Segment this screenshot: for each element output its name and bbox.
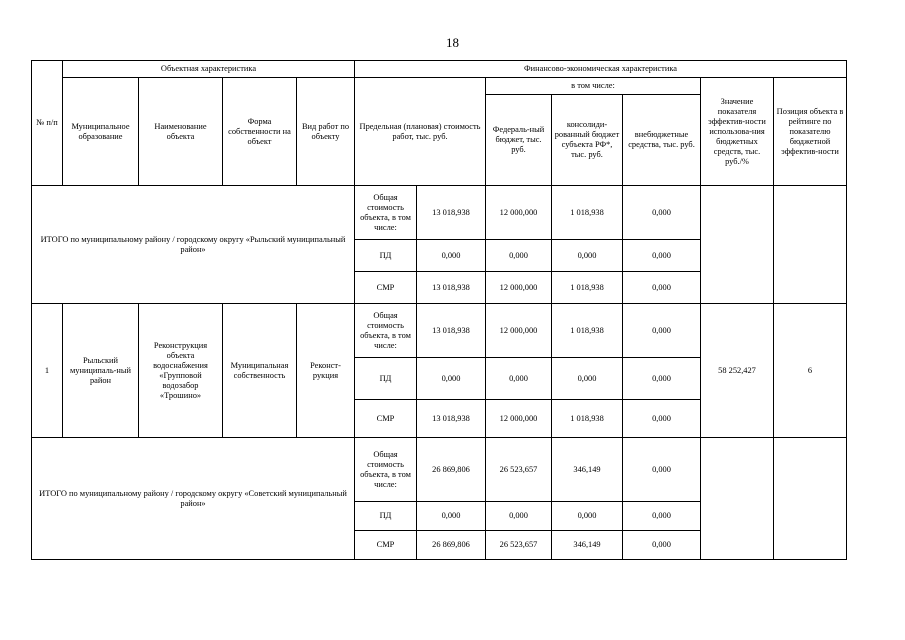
table-cell: 26 869,806 [417, 438, 486, 502]
cost-label-total: Общая стоимость объекта, в том числе: [355, 304, 417, 358]
table-cell: 0,000 [623, 272, 701, 304]
header-federal: Федераль-ный бюджет, тыс. руб. [486, 95, 552, 186]
header-object-char: Объектная характеристика [63, 61, 355, 78]
item-efficiency-value: 58 252,427 [701, 304, 774, 438]
table-cell: 0,000 [552, 358, 623, 400]
cost-label-pd: ПД [355, 502, 417, 531]
table-cell: 0,000 [623, 400, 701, 438]
table-cell: 0,000 [623, 531, 701, 560]
page-number: 18 [446, 35, 459, 50]
table-cell: 0,000 [623, 186, 701, 240]
header-consolidated: консолиди-рованный бюджет субъекта РФ*, тыс. руб. [552, 95, 623, 186]
table-cell: 12 000,000 [486, 272, 552, 304]
item-num: 1 [32, 304, 63, 438]
item-rating-position: 6 [774, 304, 847, 438]
table-cell: 0,000 [623, 240, 701, 272]
table-cell: 26 523,657 [486, 438, 552, 502]
item-work-type: Реконст-рукция [297, 304, 355, 438]
table-cell: 346,149 [552, 438, 623, 502]
cost-label-total: Общая стоимость объекта, в том числе: [355, 438, 417, 502]
header-municipality: Муниципальное образование [63, 78, 139, 186]
table-cell: 0,000 [552, 240, 623, 272]
cost-label-smr: СМР [355, 400, 417, 438]
table-cell: 13 018,938 [417, 272, 486, 304]
table-cell: 12 000,000 [486, 186, 552, 240]
header-work-type: Вид работ по объекту [297, 78, 355, 186]
item-ownership: Муниципальная собственность [223, 304, 297, 438]
table-cell: 13 018,938 [417, 186, 486, 240]
header-efficiency-value: Значение показателя эффектив-ности использова-ния бюджетных средств, тыс. руб./% [701, 78, 774, 186]
empty-cell [701, 438, 774, 560]
table-cell: 0,000 [552, 502, 623, 531]
table-cell: 0,000 [623, 304, 701, 358]
table-cell: 0,000 [417, 240, 486, 272]
itogo-label: ИТОГО по муниципальному району / городскому округу «Советский муниципальный район» [32, 438, 355, 560]
budget-efficiency-table [31, 60, 847, 560]
table-cell: 346,149 [552, 531, 623, 560]
header-max-cost: Предельная (плановая) стоимость работ, тыс. руб. [355, 78, 486, 186]
table-cell: 1 018,938 [552, 272, 623, 304]
empty-cell [701, 186, 774, 304]
table-cell: 0,000 [623, 438, 701, 502]
cost-label-pd: ПД [355, 240, 417, 272]
table-cell: 0,000 [417, 358, 486, 400]
item-municipality: Рыльский муниципаль-ный район [63, 304, 139, 438]
header-rating-position: Позиция объекта в рейтинге по показателю бюджетной эффектив-ности [774, 78, 847, 186]
table-cell: 13 018,938 [417, 304, 486, 358]
table-cell: 0,000 [486, 358, 552, 400]
empty-cell [774, 186, 847, 304]
empty-cell [774, 438, 847, 560]
header-num: № п/п [32, 61, 63, 186]
itogo-label: ИТОГО по муниципальному району / городскому округу «Рыльский муниципальный район» [32, 186, 355, 304]
table-cell: 26 869,806 [417, 531, 486, 560]
cost-label-smr: СМР [355, 272, 417, 304]
header-including: в том числе: [486, 78, 701, 95]
cost-label-pd: ПД [355, 358, 417, 400]
table-cell: 13 018,938 [417, 400, 486, 438]
header-offbudget: внебюджетные средства, тыс. руб. [623, 95, 701, 186]
cost-label-smr: СМР [355, 531, 417, 560]
table-cell: 1 018,938 [552, 400, 623, 438]
table-cell: 0,000 [623, 358, 701, 400]
table-cell: 12 000,000 [486, 400, 552, 438]
cost-label-total: Общая стоимость объекта, в том числе: [355, 186, 417, 240]
table-cell: 0,000 [486, 240, 552, 272]
header-object-name: Наименование объекта [139, 78, 223, 186]
table-cell: 0,000 [417, 502, 486, 531]
header-ownership: Форма собственности на объект [223, 78, 297, 186]
item-object-name: Реконструкция объекта водоснабжения «Групповой водозабор «Трошино» [139, 304, 223, 438]
table-cell: 26 523,657 [486, 531, 552, 560]
table-cell: 0,000 [486, 502, 552, 531]
table-cell: 1 018,938 [552, 186, 623, 240]
table-cell: 1 018,938 [552, 304, 623, 358]
header-finance-char: Финансово-экономическая характеристика [355, 61, 847, 78]
table-cell: 0,000 [623, 502, 701, 531]
table-cell: 12 000,000 [486, 304, 552, 358]
